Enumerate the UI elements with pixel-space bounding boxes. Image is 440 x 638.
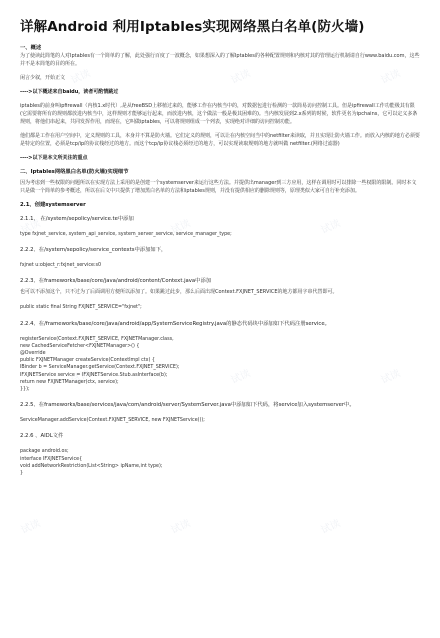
paragraph-overview: 为了使读此简笔的人对Iptables有一个简单的了解，此处强行百度了一波概念，如果想深入的了解Iptables的各种配置规则和内核对其的管理运行机制请自行www.baidu.com，这些并不是本简笔的目的所在。 (20, 53, 420, 67)
watermark: 试读 (19, 218, 43, 237)
code-block-context-constant: public static final String FXJNET_SERVICE="fxjnet"; (20, 305, 142, 311)
code-line: }}); (20, 387, 30, 393)
paragraph-2-2-3: 也可以不添加这个，只不过为了后面调用方便所以添加了。如果跳过此步，那么后面出现Context.FXJNET_SERVICE的地方都用字串代替即可。 (20, 289, 338, 296)
paragraph-arrow-note-2: ---->以下是本文所关注的重点 (20, 155, 88, 161)
subsection-heading-2-2-2: 2.2.2、在/system/sepolicy/service_contexts中添加如下， (20, 247, 167, 254)
code-line: @Override (20, 351, 46, 357)
code-line: registerService(Context.FXJNET_SERVICE, FXJNETManager.class, (20, 336, 174, 342)
watermark: 试读 (69, 68, 93, 87)
code-block-service-te: type fxjnet_service, system_api_service, system_server_service, service_manager_type; (20, 232, 232, 237)
watermark: 试读 (319, 218, 343, 237)
watermark: 试读 (69, 368, 93, 387)
paragraph-short: 闲言少叙，开始正文 (20, 75, 66, 81)
subsection-heading-2-2-3: 2.2.3、在frameworks/base/core/java/android/content/Context.java中添加 (20, 278, 212, 285)
section-heading-2-1: 2.1、创建systemserver (20, 202, 86, 208)
watermark: 试读 (229, 68, 253, 87)
subsection-heading-2-2-4: 2.2.4、在/frameworks/base/core/java/android/app/SystemServiceRegistry.java的静态代码块中添加如下代码注册service。 (20, 320, 330, 327)
code-block-aidl (20, 448, 420, 477)
subsection-heading-2-2-5: 2.2.5、在frameworks/base/services/java/com/android/server/SystemServer.java中添加如下代码，将service加入systemserver中。 (20, 402, 355, 409)
code-line: interface IFXJNETService{ (20, 456, 83, 462)
subsection-heading-2-2-6: 2.2.6 、AIDL文件 (20, 433, 64, 440)
paragraph-two: 因为考虑到一些权限的问题所以在实现方法上采用的是创建一个systemserver来运行这些方法。并提供出manager到三方应用，这样在调用时可以排除一些权限的限制。同时本文只是做一个简单的参考概述，所以在后文中只提供了增加黑白名单的方法和iptables规则，并没有提供相应的删除规则等，原理类似大家可自行补充添加。 (20, 180, 417, 194)
section-heading-two: 二、Iptables网络黑白名单(防火墙)实现细节 (20, 169, 129, 175)
code-block-register-service (20, 336, 420, 394)
watermark: 试读 (319, 518, 343, 537)
paragraph-description-2: 他们都是工作在用户空间中，定义规则的工具，本身并不算是防火墙。它们定义的规则，可以让在内核空间当中的netfilter来读取，并且实现让防火墙工作。而放入内核的地方必须要是特定的位置，必须是tcp/ip的协议栈经过的地方。而这个tcp/ip协议栈必须经过的地方，可以实现读取规则的地方就叫做 netfilter.(网络过滤器) (20, 133, 420, 147)
watermark: 试读 (379, 68, 403, 87)
code-line: IBinder b = ServiceManager.getService(Context.FXJNET_SERVICE); (20, 365, 180, 371)
code-line: package android.os; (20, 449, 69, 455)
watermark: 试读 (229, 368, 253, 387)
page-title: 详解Android 利用Iptables实现网络黑白名单(防火墙) (20, 19, 365, 35)
watermark: 试读 (169, 218, 193, 237)
document-page (0, 18, 440, 638)
code-line: } (20, 471, 24, 477)
subsection-heading-2-1-1: 2.1.1、 在/system/sepolicy/service.te中添加 (20, 216, 134, 222)
code-line: return new FXJNETManager(ctx, service); (20, 379, 119, 385)
watermark: 试读 (19, 518, 43, 537)
code-line: new CachedServiceFetcher<FXJNETManager>() { (20, 343, 140, 349)
section-heading-overview: 一、概述 (20, 45, 42, 51)
watermark: 试读 (379, 368, 403, 387)
code-block-service-contexts: fxjnet u:object_r:fxjnet_service:s0 (20, 263, 102, 269)
watermark: 试读 (169, 518, 193, 537)
code-line: void addNetworkRestriction(List<String> ipName,int type); (20, 463, 163, 469)
code-block-add-service: ServiceManager.addService(Context.FXJNET_SERVICE, new FXJNETService()); (20, 418, 205, 424)
code-line: public FXJNETManager createService(ContextImpl ctx) { (20, 358, 155, 364)
paragraph-arrow-note-1: ---->以下概述来自baidu，读者可酌情跳过 (20, 89, 119, 95)
paragraph-description-1: iptables的前身叫ipfirewall（内核1.x时代）,是从freeBSD上移植过来的，能够工作在内核当中的，对数据包进行检测的一款简易访问控制工具。但是ipfirewall工作功能极其有限(它需要将所有的规则都放进内核当中，这样规则才能够运行起来，而放进内核，这个做法一般是极其困难的)。当内核发展到2.x系列的时候，软件更名为ipchains，它可以定义多条规则，将他们串起来，共同发挥作用，而现在，它叫做iptables，可以将规则组成一个列表，实现绝对详细的访问控制功能。 (20, 103, 418, 125)
code-line: IFXJNETService service = IFXJNETService.Stub.asInterface(b); (20, 372, 168, 378)
